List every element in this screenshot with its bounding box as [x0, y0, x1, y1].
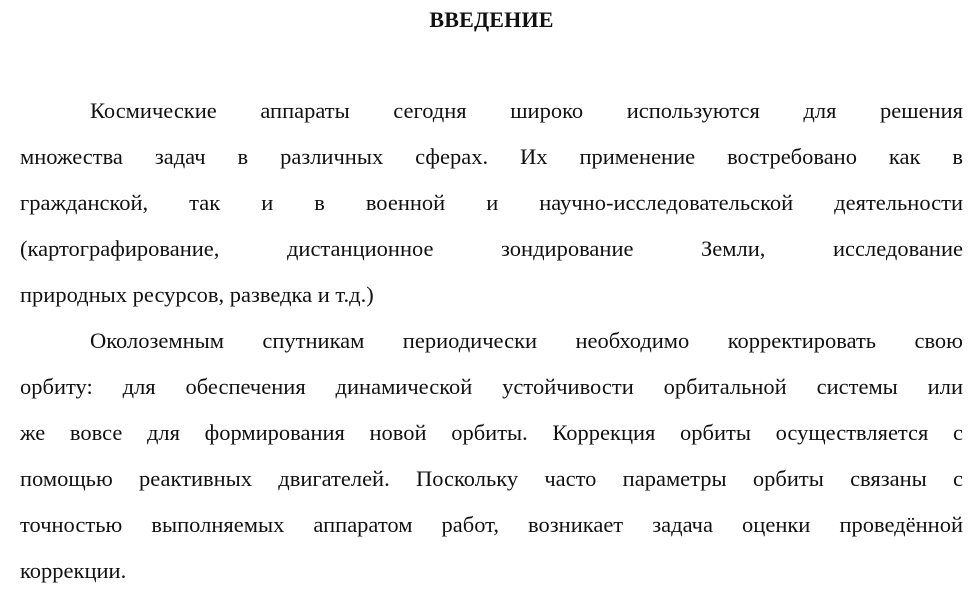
paragraph-line: природных ресурсов, разведка и т.д.) — [20, 282, 374, 307]
paragraph-line: гражданской, так и в военной и научно-исследовательской деятельности — [20, 190, 963, 215]
paragraph-orbit-correction — [20, 318, 963, 594]
paragraph-line: Космические аппараты сегодня широко используются для решения — [90, 98, 963, 123]
paragraph-line: точностью выполняемых аппаратом работ, возникает задача оценки проведённой — [20, 512, 963, 537]
paragraph-line: помощью реактивных двигателей. Поскольку часто параметры орбиты связаны с — [20, 466, 963, 491]
paragraph-line: же вовсе для формирования новой орбиты. Коррекция орбиты осуществляется с — [20, 420, 963, 445]
document-heading: ВВЕДЕНИЕ — [429, 7, 554, 32]
paragraph-intro — [20, 88, 963, 318]
paragraph-line: Околоземным спутникам периодически необходимо корректировать свою — [90, 328, 963, 353]
paragraph-line: орбиту: для обеспечения динамической устойчивости орбитальной системы или — [20, 374, 963, 399]
paragraph-line: коррекции. — [20, 558, 127, 583]
paragraph-line: множества задач в различных сферах. Их применение востребовано как в — [20, 144, 963, 169]
paragraph-line: (картографирование, дистанционное зондирование Земли, исследование — [20, 236, 963, 261]
